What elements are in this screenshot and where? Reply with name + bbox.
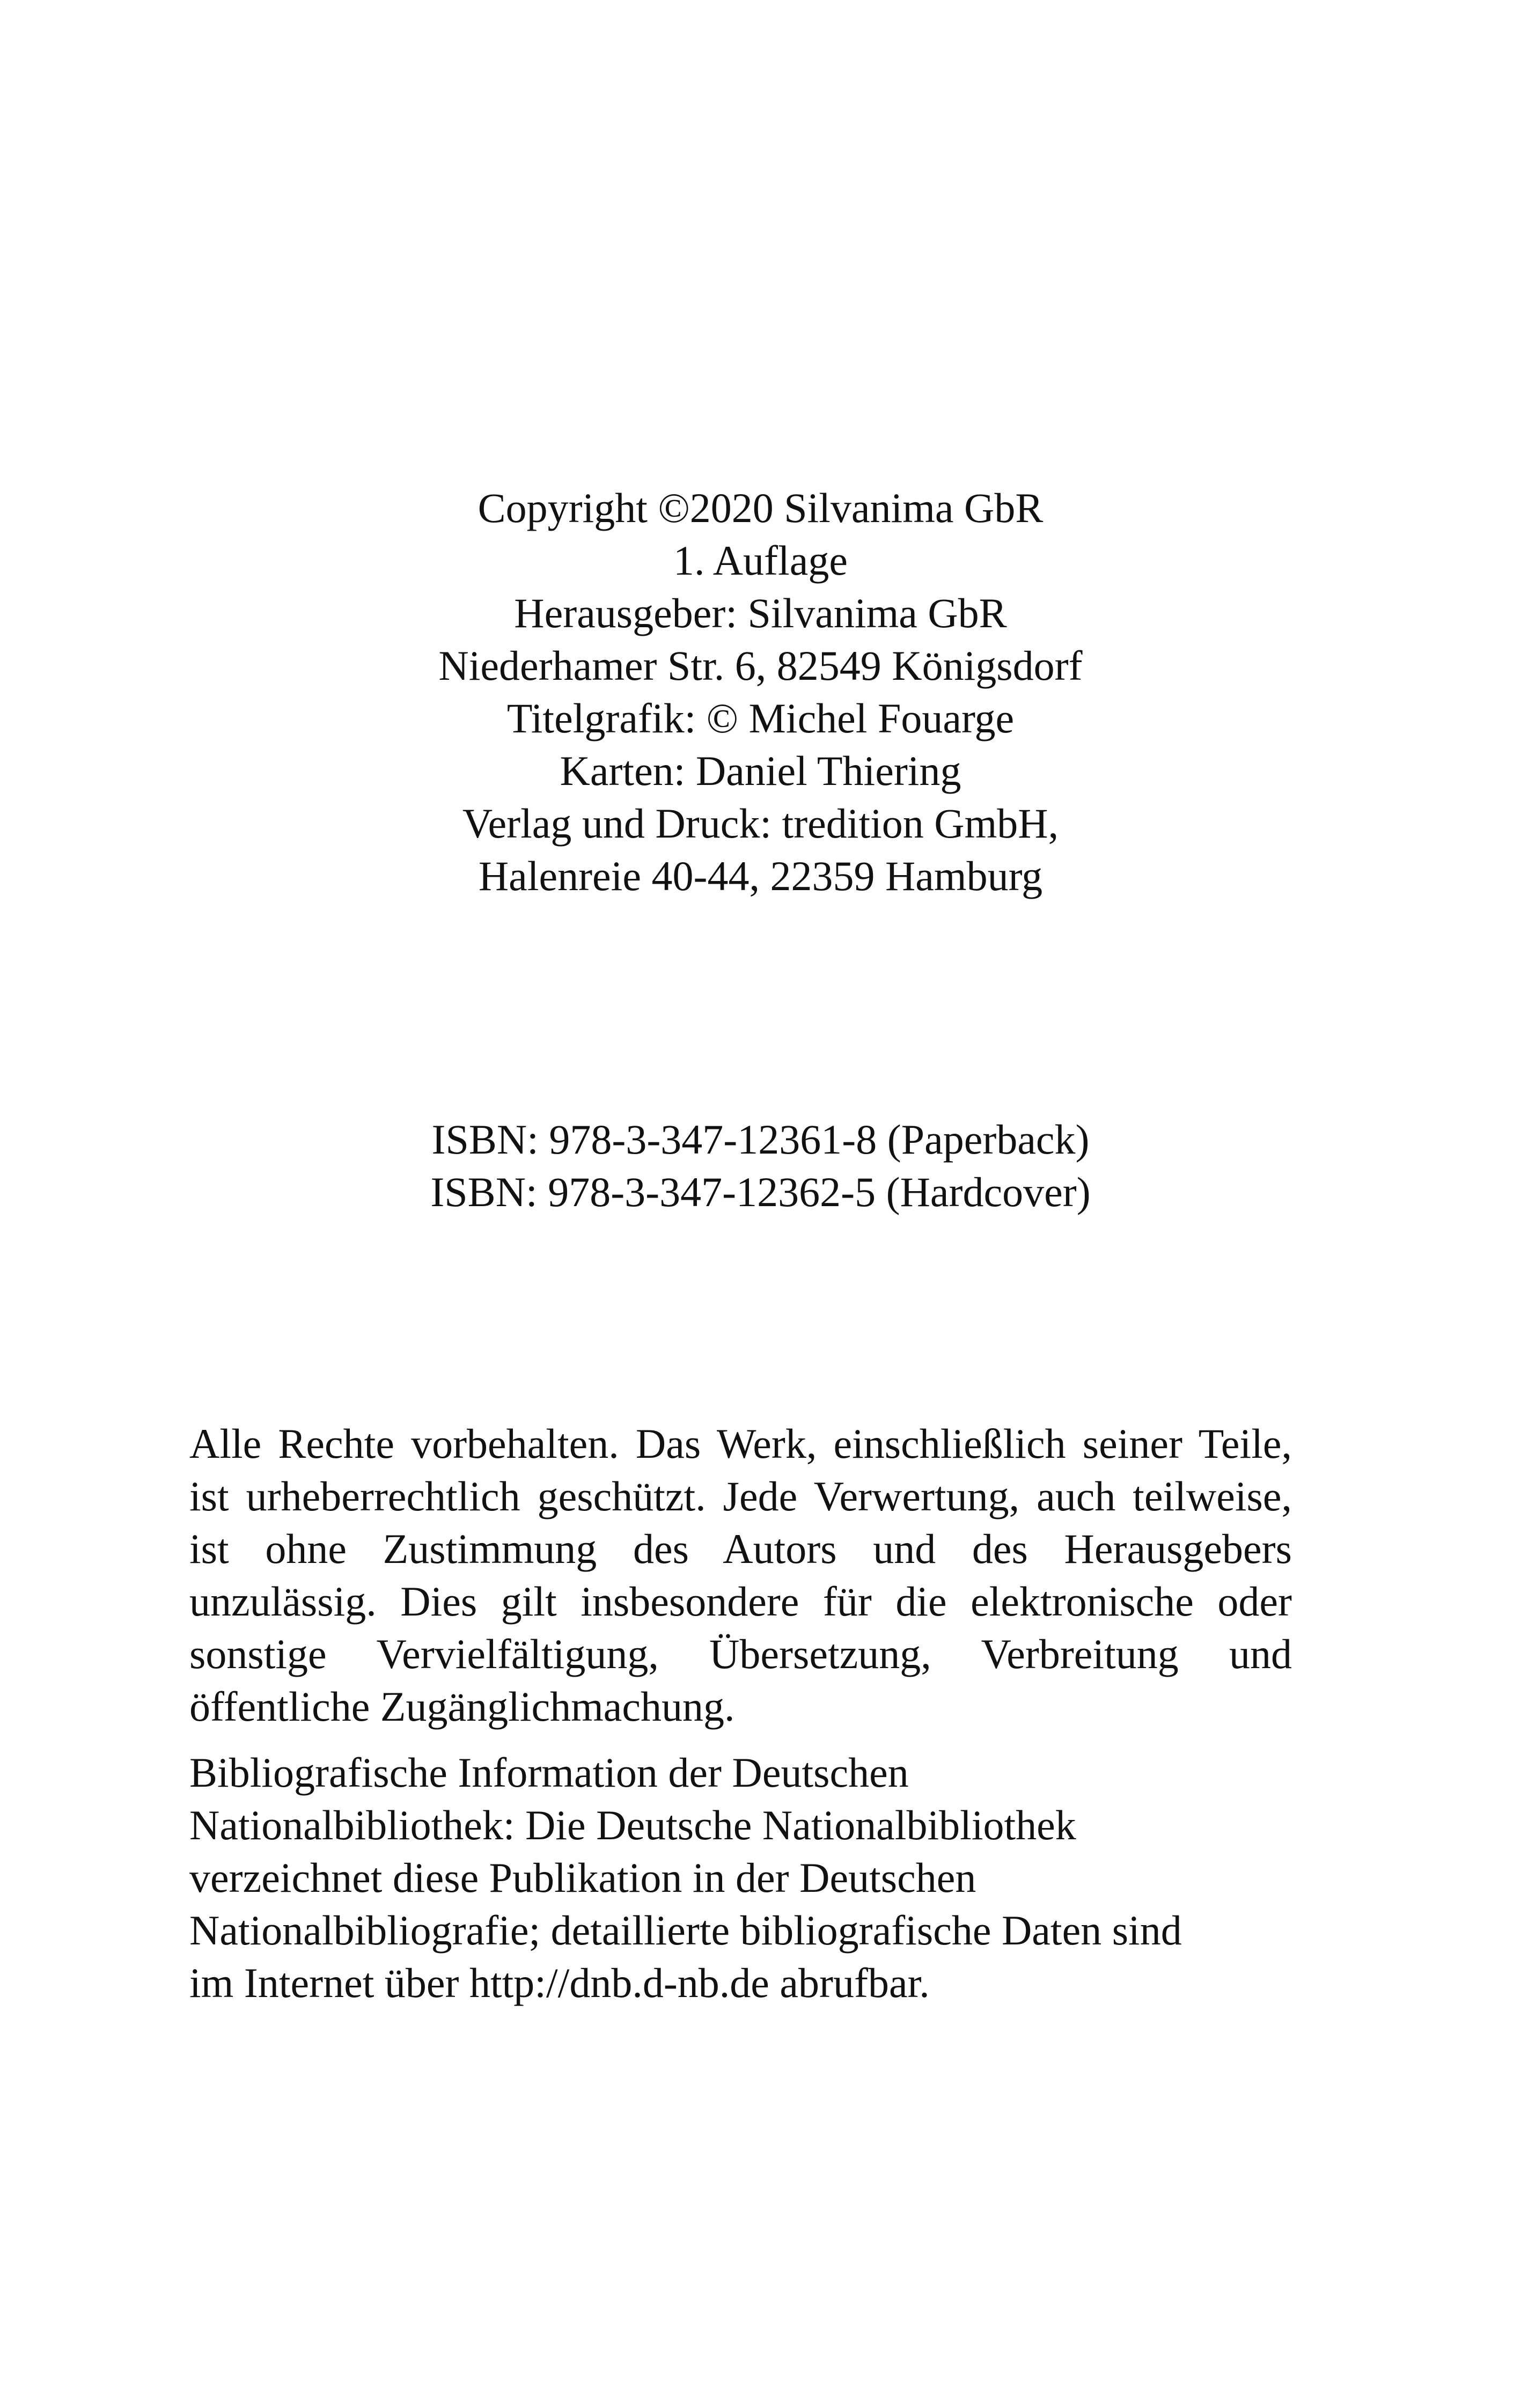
bibliographic-line: im Internet über http://dnb.d-nb.de abrufbar.	[189, 1959, 930, 2006]
maps-credit-line: Karten: Daniel Thiering	[560, 747, 961, 794]
cover-art-credit-line: Titelgrafik: © Michel Fouarge	[506, 695, 1015, 742]
printer-line: Verlag und Druck: tredition GmbH,	[462, 800, 1059, 847]
rights-notice: Alle Rechte vorbehalten. Das Werk, einschließlich seiner Teile, ist urheberrechtlich geschützt. Jede Verwertung, auch teilweise, ist ohne Zustimmung des Autors und des Herausgebers unzulässig. Dies gilt insbesondere für die elektronische oder sonstige Vervielfältigung, Übersetzung, Verbreitung und öffentliche Zugänglichmachung.	[189, 1420, 1292, 1730]
bibliographic-information	[189, 1746, 1292, 2009]
imprint-block	[0, 482, 1521, 902]
printer-address-line: Halenreie 40-44, 22359 Hamburg	[478, 853, 1043, 899]
isbn-paperback: ISBN: 978-3-347-12361-8 (Paperback)	[431, 1116, 1090, 1163]
publisher-address-line: Niederhamer Str. 6, 82549 Königsdorf	[438, 642, 1083, 689]
publisher-line: Herausgeber: Silvanima GbR	[514, 590, 1007, 636]
bibliographic-line: verzeichnet diese Publikation in der Deutschen	[189, 1854, 976, 1901]
edition-line: 1. Auflage	[673, 537, 848, 584]
bibliographic-line: Nationalbibliografie; detaillierte bibliografische Daten sind	[189, 1907, 1182, 1954]
isbn-block	[0, 1113, 1521, 1218]
bibliographic-line: Bibliografische Information der Deutschen	[189, 1749, 909, 1796]
isbn-hardcover: ISBN: 978-3-347-12362-5 (Hardcover)	[430, 1169, 1091, 1215]
bibliographic-line: Nationalbibliothek: Die Deutsche Nationalbibliothek	[189, 1802, 1076, 1848]
copyright-line: Copyright ©2020 Silvanima GbR	[477, 484, 1044, 531]
